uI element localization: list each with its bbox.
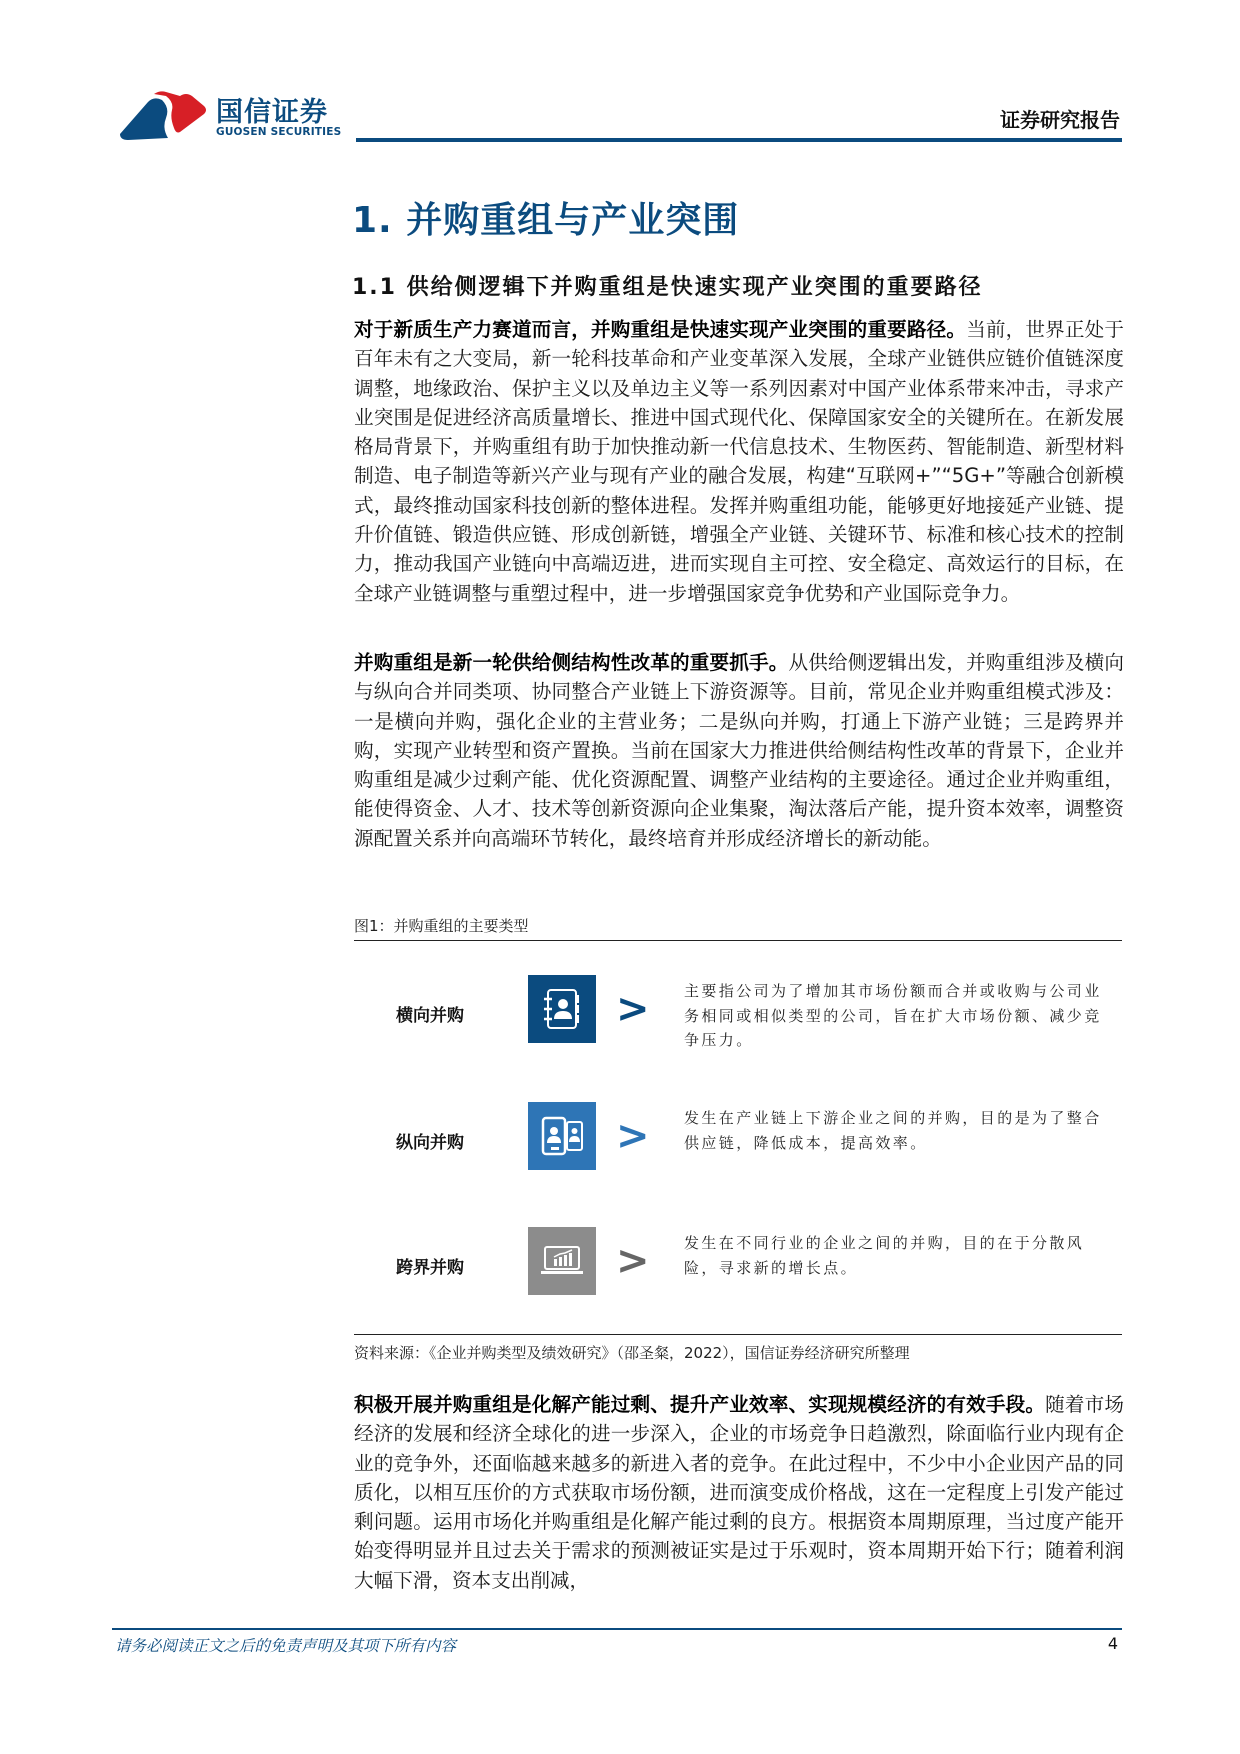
- page-number: 4: [1107, 1634, 1118, 1653]
- paragraph-1-body: 当前，世界正处于百年未有之大变局，新一轮科技革命和产业变革深入发展，全球产业链供应链价值链深度调整，地缘政治、保护主义以及单边主义等一系列因素对中国产业体系带来冲击，寻求产业突围是促进经济高质量增长、推进中国式现代化、保障国家安全的关键所在。在新发展格局背景下，并购重组有助于加快推动新一代信息技术、生物医药、智能制造、新型材料制造、电子制造等新兴产业与现有产业的融合发展，构建“互联网+”“5G+”等融合创新模式，最终推动国家科技创新的整体进程。发挥并购重组功能，能够更好地接延产业链、提升价值链、锻造供应链、形成创新链，增强全产业链、关键环节、标准和核心技术的控制力，推动我国产业链向中高端迈进，进而实现自主可控、安全稳定、高效运行的目标，在全球产业链调整与重塑过程中，进一步增强国家竞争优势和产业国际竞争力。: [354, 318, 1125, 605]
- two-phones-contacts-icon: [528, 1102, 596, 1170]
- company-logo: [118, 88, 342, 144]
- logo-text-en: GUOSEN SECURITIES: [216, 126, 342, 138]
- address-book-person-icon: [528, 975, 596, 1043]
- figure-row-vertical-merger: [354, 1102, 1122, 1178]
- figure-row-label: 纵向并购: [396, 1133, 464, 1153]
- guosen-logo-icon: [118, 88, 210, 144]
- figure-caption: 图1：并购重组的主要类型: [354, 917, 529, 935]
- paragraph-2-body: 从供给侧逻辑出发，并购重组涉及横向与纵向合并同类项、协同整合产业链上下游资源等。目前，常见企业并购重组模式涉及：一是横向并购，强化企业的主营业务；二是纵向并购，打通上下游产业链；三是跨界并购，实现产业转型和资产置换。当前在国家大力推进供给侧结构性改革的背景下，企业并购重组是减少过剩产能、优化资源配置、调整产业结构的主要途径。通过企业并购重组，能使得资金、人才、技术等创新资源向企业集聚，淘汰落后产能，提升资本效率，调整资源配置关系并向高端环节转化，最终培育并形成经济增长的新动能。: [354, 651, 1125, 850]
- paragraph-3-lead: 积极开展并购重组是化解产能过剩、提升产业效率、实现规模经济的有效手段。: [354, 1393, 1046, 1416]
- figure-top-rule: [354, 940, 1122, 941]
- paragraph-1: [354, 315, 1124, 608]
- figure-row-cross-border-merger: [354, 1227, 1122, 1303]
- paragraph-1-lead: 对于新质生产力赛道而言，并购重组是快速实现产业突围的重要路径。: [354, 318, 967, 341]
- paragraph-3: [354, 1390, 1124, 1595]
- figure-row-description: 发生在不同行业的企业之间的并购，目的在于分散风险，寻求新的增长点。: [684, 1234, 1085, 1277]
- logo-text-cn: 国信证券: [216, 97, 328, 128]
- figure-row-description: 发生在产业链上下游企业之间的并购，目的是为了整合供应链，降低成本，提高效率。: [684, 1109, 1102, 1152]
- header-divider: [356, 138, 1122, 142]
- footer-divider: [112, 1628, 1122, 1630]
- chevron-right-icon: >: [616, 1238, 650, 1284]
- paragraph-2: [354, 648, 1124, 853]
- chevron-right-icon: >: [616, 986, 650, 1032]
- section-title: 1. 并购重组与产业突围: [352, 200, 740, 241]
- figure-source-note: 资料来源：《企业并购类型及绩效研究》（邵圣粲，2022），国信证券经济研究所整理: [354, 1344, 910, 1362]
- figure-bottom-rule: [354, 1334, 1122, 1335]
- paragraph-3-body: 随着市场经济的发展和经济全球化的进一步深入，企业的市场竞争日趋激烈，除面临行业内现有企业的竞争外，还面临越来越多的新进入者的竞争。在此过程中，不少中小企业因产品的同质化，以相互压价的方式获取市场份额，进而演变成价格战，这在一定程度上引发产能过剩问题。运用市场化并购重组是化解产能过剩的良方。根据资本周期原理，当过度产能开始变得明显并且过去关于需求的预测被证实是过于乐观时，资本周期开始下行；随着利润大幅下滑，资本支出削减，: [354, 1393, 1125, 1592]
- figure-row-horizontal-merger: [354, 975, 1122, 1051]
- paragraph-2-lead: 并购重组是新一轮供给侧结构性改革的重要抓手。: [354, 651, 789, 674]
- subsection-title: 1.1 供给侧逻辑下并购重组是快速实现产业突围的重要路径: [352, 275, 983, 300]
- report-type-label: 证券研究报告: [1000, 108, 1120, 132]
- footer-disclaimer: 请务必阅读正文之后的免责声明及其项下所有内容: [115, 1637, 457, 1655]
- figure-row-label: 跨界并购: [396, 1258, 464, 1278]
- figure-row-description: 主要指公司为了增加其市场份额而合并或收购与公司业务相同或相似类型的公司，旨在扩大市场份额、减少竞争压力。: [684, 982, 1102, 1049]
- laptop-chart-icon: [528, 1227, 596, 1295]
- figure-row-label: 横向并购: [396, 1006, 464, 1026]
- chevron-right-icon: >: [616, 1113, 650, 1159]
